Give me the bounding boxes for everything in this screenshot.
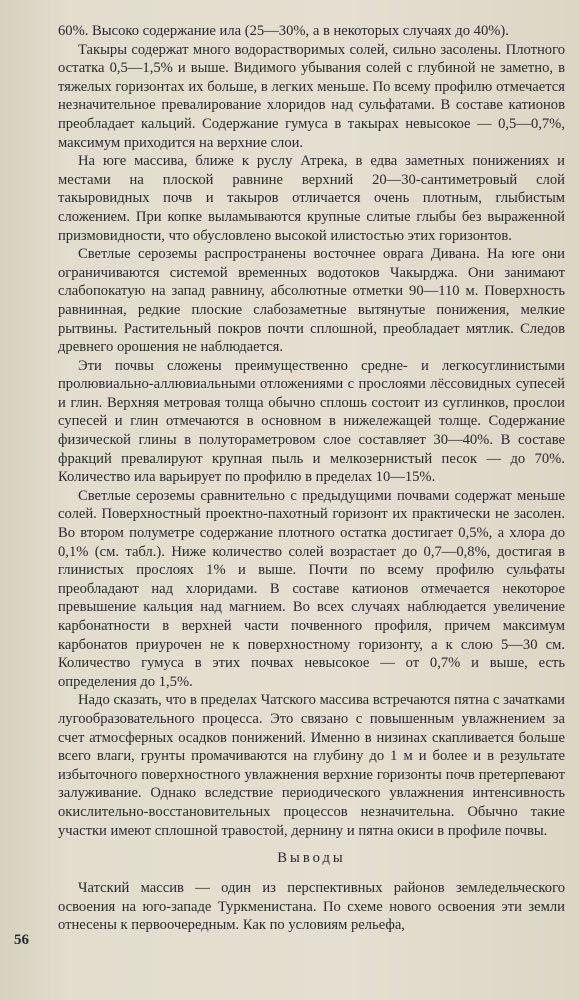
paragraph-4: Светлые сероземы распространены восточнее оврага Дивана. На юге они ограничиваются системой временных водотоков Чакырджа. Они занимают слабопокатую на запад равнину, абсолютные отметки 90—110 м. Поверхность равнинная, редкие плоские слабозаметные вытянутые понижения, мелкие рытвины. Растительный покров почти сплошной, преобладает мятлик. Следов древнего орошения не наблюдается. (58, 246, 565, 356)
paragraph-1: 60%. Высоко содержание ила (25—30%, а в некоторых случаях до 40%). (58, 23, 509, 39)
paragraph-8: Чатский массив — один из перспективных районов земледельческого освоения на юго-западе Туркменистана. По схеме нового освоения эти земли отнесены к первоочередным. Как по условиям рельефа, (58, 880, 565, 934)
body-text (58, 22, 565, 935)
page-number: 56 (14, 932, 29, 948)
paragraph-5: Эти почвы сложены преимущественно средне- и легкосуглинистыми пролювиально-аллювиальными отложениями с прослоями лёссовидных супесей и глин. Верхняя метровая толща обычно сплошь состоит из суглинков, прослои супесей и глин отмечаются в основном в нижележащей толще. Содержание физической глины в полутораметровом слое составляет 30—40%. В составе фракций превалируют крупная пыль и мелкозернистый песок — до 70%. Количество ила варьирует по профилю в пределах 10—15%. (58, 357, 565, 486)
paragraph-7: Надо сказать, что в пределах Чатского массива встречаются пятна с зачатками лугообразовательного процесса. Это связано с повышенным увлажнением за счет атмосферных осадков понижений. Именно в низинах скапливается больше всего влаги, грунты промачиваются на глубину до 1 м и более и в результате избыточного поверхностного увлажнения верхние горизонты почв претерпевают залуживание. Однако вследствие периодического увлажнения интенсивность окислительно-восстановительных процессов незначительна. Обычно такие участки имеют сплошной травостой, дернину и пятна окиси в профиле почвы. (58, 692, 565, 839)
paragraph-6: Светлые сероземы сравнительно с предыдущими почвами содержат меньше солей. Поверхностный проектно-пахотный горизонт их практически не засолен. Во втором полуметре содержание плотного остатка достигает 0,5%, а хлора до 0,1% (см. табл.). Ниже количество солей возрастает до 0,7—0,8%, достигая в глинистых прослоях 1% и выше. Почти по всему профилю сульфаты преобладают над хлоридами. В составе катионов отмечается некоторое превышение кальция над магнием. Во всех случаях наблюдается увеличение карбонатности в верхней части почвенного профиля, причем максимум карбонатов приурочен не к поверхностному горизонту, а к слою 5—30 см. Количество гумуса в этих почвах невысокое — от 0,7% и выше, есть определения до 1,5%. (58, 487, 565, 690)
paragraph-3: На юге массива, ближе к руслу Атрека, в едва заметных понижениях и местами на плоской равнине верхний 20—30-сантиметровый слой такыровидных почв и такыров отличается очень плотным, глыбистым сложением. При копке выламываются крупные слитые глыбы без выраженной призмовидности, что обусловлено высокой илистостью этих горизонтов. (58, 153, 565, 244)
section-heading: Выводы (277, 850, 346, 867)
paragraph-2: Такыры содержат много водорастворимых солей, сильно засолены. Плотного остатка 0,5—1,5% и выше. Видимого убывания солей с глубиной не заметно, в тяжелых горизонтах их больше, в легких меньше. По всему профилю отмечается незначительное превалирование хлоридов над сульфатами. В составе катионов преобладает кальций. Содержание гумуса в такырах невысокое — 0,5—0,7%, максимум приходится на верхние слои. (58, 41, 565, 151)
